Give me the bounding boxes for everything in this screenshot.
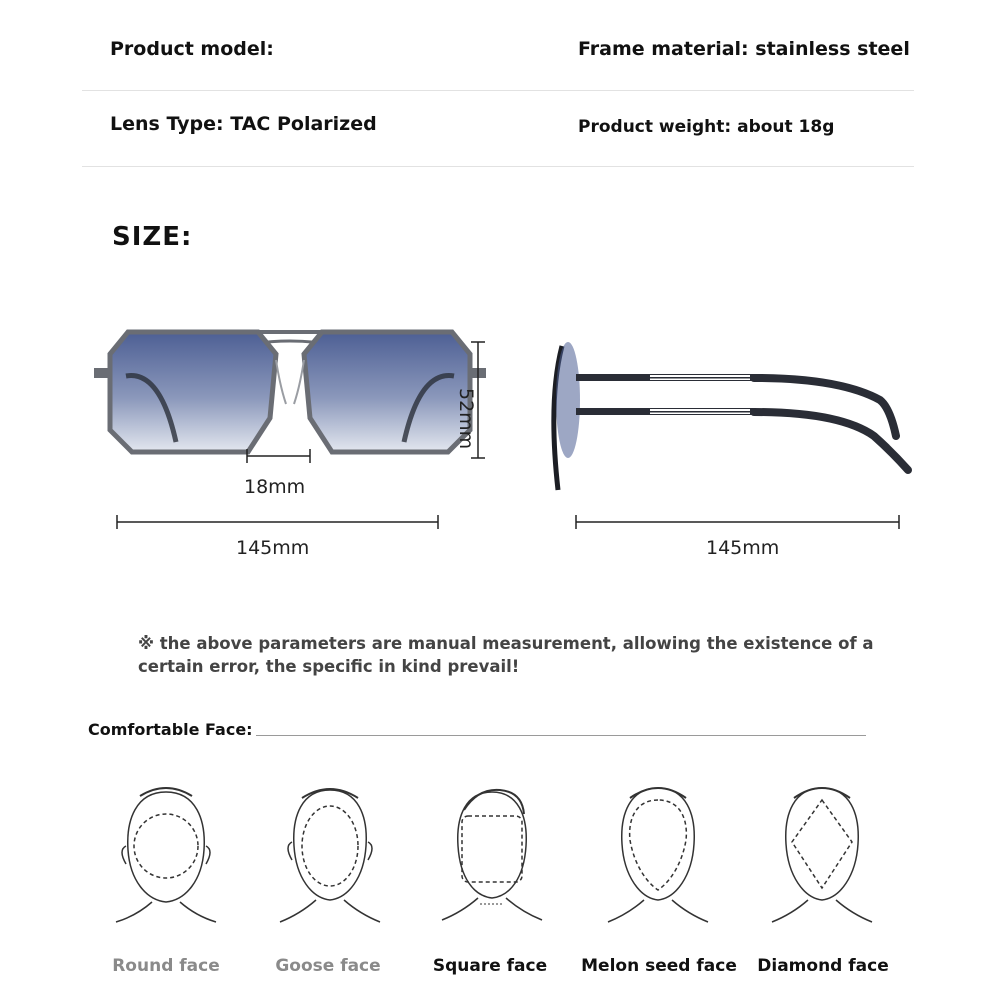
heading-rule	[256, 735, 866, 736]
temple-length-dimension-label: 145mm	[706, 537, 780, 559]
lens-height-dimension-label: 52mm	[455, 388, 477, 450]
round-face-icon	[96, 780, 236, 930]
goose-face-icon	[260, 780, 400, 930]
frame-material-label: Frame material: stainless steel	[578, 38, 910, 60]
face-label-goose: Goose face	[275, 956, 381, 976]
melon-seed-face-icon	[588, 780, 728, 930]
lens-type-label: Lens Type: TAC Polarized	[110, 113, 377, 135]
face-label-diamond: Diamond face	[757, 956, 889, 976]
bridge-dimension-line	[244, 448, 314, 464]
face-label-square: Square face	[432, 956, 548, 976]
measurement-note	[138, 632, 874, 678]
comfortable-face-heading: Comfortable Face:	[88, 720, 253, 739]
note-line: ※ the above parameters are manual measurement, allowing the existence of a	[138, 634, 874, 653]
square-face-icon	[422, 780, 562, 930]
divider	[82, 166, 914, 167]
front-width-dimension-line	[114, 512, 442, 532]
face-label-melon-seed: Melon seed face	[581, 956, 737, 976]
note-line: certain error, the specific in kind prevail!	[138, 657, 520, 676]
product-weight-label: Product weight: about 18g	[578, 117, 835, 137]
size-title: SIZE:	[112, 222, 193, 252]
divider	[82, 90, 914, 91]
diamond-face-icon	[752, 780, 892, 930]
face-label-round: Round face	[112, 956, 220, 976]
bridge-dimension-label: 18mm	[244, 476, 306, 498]
product-model-label: Product model:	[110, 38, 274, 60]
temple-length-dimension-line	[573, 512, 903, 532]
glasses-side-view	[540, 340, 920, 500]
front-width-dimension-label: 145mm	[236, 537, 310, 559]
